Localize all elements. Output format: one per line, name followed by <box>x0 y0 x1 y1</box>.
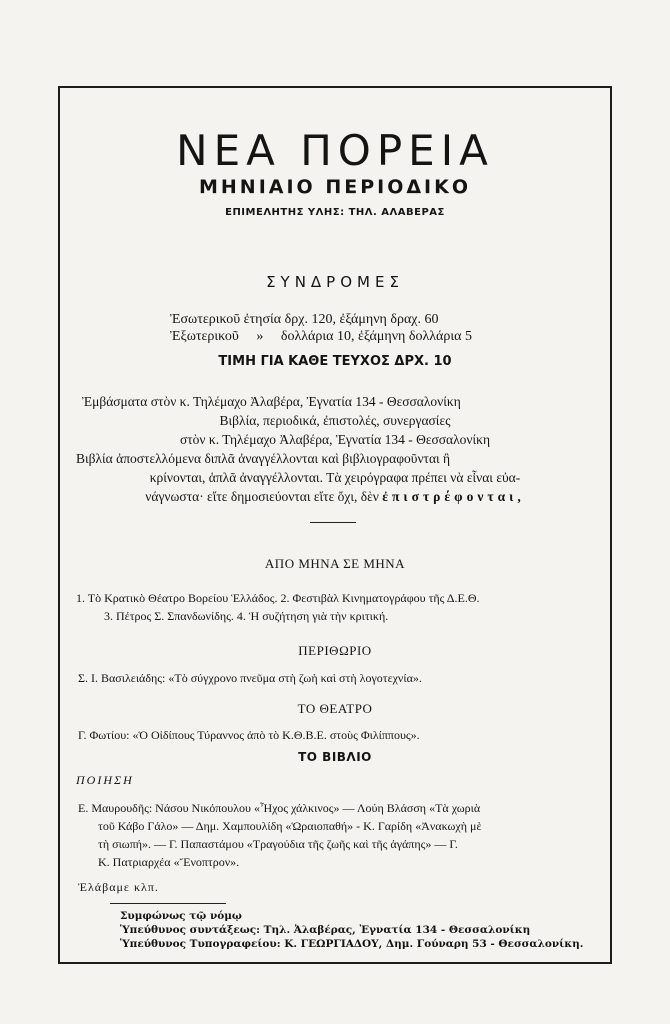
received-note: Ἐλάβαμε κλπ. <box>78 880 159 894</box>
info-reviews: Βιβλία ἀποστελλόμενα διπλᾶ ἀναγγέλλονται καὶ βιβλιογραφοῦνται ἢ <box>76 451 451 466</box>
page-frame <box>58 86 612 964</box>
section-margin-line: Σ. Ι. Βασιλειάδης: «Τὸ σύγχρονο πνεῦμα στὴ ζωὴ καὶ στὴ λογοτεχνία». <box>78 671 422 685</box>
info-manuscripts-end <box>60 489 610 505</box>
poetry-label: ΠΟΙΗΣΗ <box>76 773 134 787</box>
section-month-line-1: 1. Τὸ Κρατικὸ Θέατρο Βορείου Ἑλλάδος. 2. Φεστιβὰλ Κινηματογράφου τῆς Δ.Ε.Θ. <box>76 591 480 605</box>
magazine-subtitle: ΜΗΝΙΑΙΟ ΠΕΡΙΟΔΙΚΟ <box>199 176 471 198</box>
info-remittances: Ἐμβάσματα στὸν κ. Τηλέμαχο Ἀλαβέρα, Ἐγνατία 134 - Θεσσαλονίκη <box>82 394 461 409</box>
subscription-domestic: Ἐσωτερικοῦ ἐτησία δρχ. 120, ἐξάμηνη δραχ. 60 <box>170 312 439 327</box>
subscription-abroad: Ἐξωτερικοῦ » δολλάρια 10, ἐξάμηνη δολλάρια 5 <box>170 329 472 344</box>
poetry-line-3: τὴ σιωπή». — Γ. Παπαστάμου «Τραγούδια τῆς ζωῆς καὶ τῆς ἀγάπης» — Γ. <box>98 837 458 851</box>
poetry-line-4: Κ. Πατριαρχέα «Ἔνοπτρον». <box>98 855 240 869</box>
editor-line: ΕΠΙΜΕΛΗΤΗΣ ΥΛΗΣ: ΤΗΛ. ΑΛΑΒΕΡΑΣ <box>225 207 445 218</box>
divider <box>310 522 356 523</box>
info-address: στὸν κ. Τηλέμαχο Ἀλαβέρα, Ἐγνατία 134 - Θεσσαλονίκη <box>179 432 491 447</box>
poetry-line-2: τοῦ Κάβο Γάλο» — Δημ. Χαμπουλίδη «Ὡραιοπαθή» - Κ. Γαρίδη «Ἀνακωχὴ μὲ <box>98 819 482 833</box>
section-heading-month: ΑΠΟ ΜΗΝΑ ΣΕ ΜΗΝΑ <box>264 556 406 571</box>
issue-price: ΤΙΜΗ ΓΙΑ ΚΑΘΕ ΤΕΥΧΟΣ ΔΡΧ. 10 <box>218 354 452 369</box>
footer-legal: Συμφώνως τῷ νόμῳ <box>120 910 242 922</box>
footer-printer: Ὑπεύθυνος Τυπογραφείου: Κ. ΓΕΩΡΓΙΑΔΟΥ, Δημ. Γούναρη 53 - Θεσσαλονίκη. <box>120 938 584 950</box>
magazine-title: ΝΕΑ ΠΟΡΕΙΑ <box>176 126 494 175</box>
section-heading-theatre: ΤΟ ΘΕΑΤΡΟ <box>297 701 373 716</box>
section-theatre-line: Γ. Φωτίου: «Ὁ Οἰδίπους Τύραννος ἀπὸ τὸ Κ.Θ.Β.Ε. στοὺς Φιλίππους». <box>78 728 420 742</box>
section-heading-book: ΤΟ ΒΙΒΛΙΟ <box>298 750 372 764</box>
info-manuscripts-text: νάγνωστα· εἴτε δημοσιεύονται εἴτε ὄχι, δὲν <box>145 489 383 504</box>
poetry-line-1: Ε. Μαυρουδῆς: Νάσου Νικόπουλου «Ἦχος χάλκινος» — Λούη Βλάσση «Τὰ χωριὰ <box>78 801 481 815</box>
section-heading-margin: ΠΕΡΙΘΩΡΙΟ <box>298 643 372 658</box>
info-not-returned: ἐπιστρέφονται, <box>382 489 525 504</box>
section-month-line-2: 3. Πέτρος Σ. Σπανδωνίδης. 4. Ἡ συζήτηση γιὰ τὴν κριτική. <box>104 609 389 623</box>
footer-editor: Ὑπεύθυνος συντάξεως: Τηλ. Ἀλαβέρας, Ἐγνατία 134 - Θεσσαλονίκη <box>120 924 531 936</box>
footer-divider <box>110 903 226 904</box>
info-manuscripts: κρίνονται, ἁπλᾶ ἀναγγέλλονται. Τὰ χειρόγραφα πρέπει νὰ εἶναι εὐα- <box>149 470 521 485</box>
info-books: Βιβλία, περιοδικά, ἐπιστολές, συνεργασίες <box>219 413 451 428</box>
subscriptions-heading: ΣΥΝΔΡΟΜΕΣ <box>266 273 404 291</box>
